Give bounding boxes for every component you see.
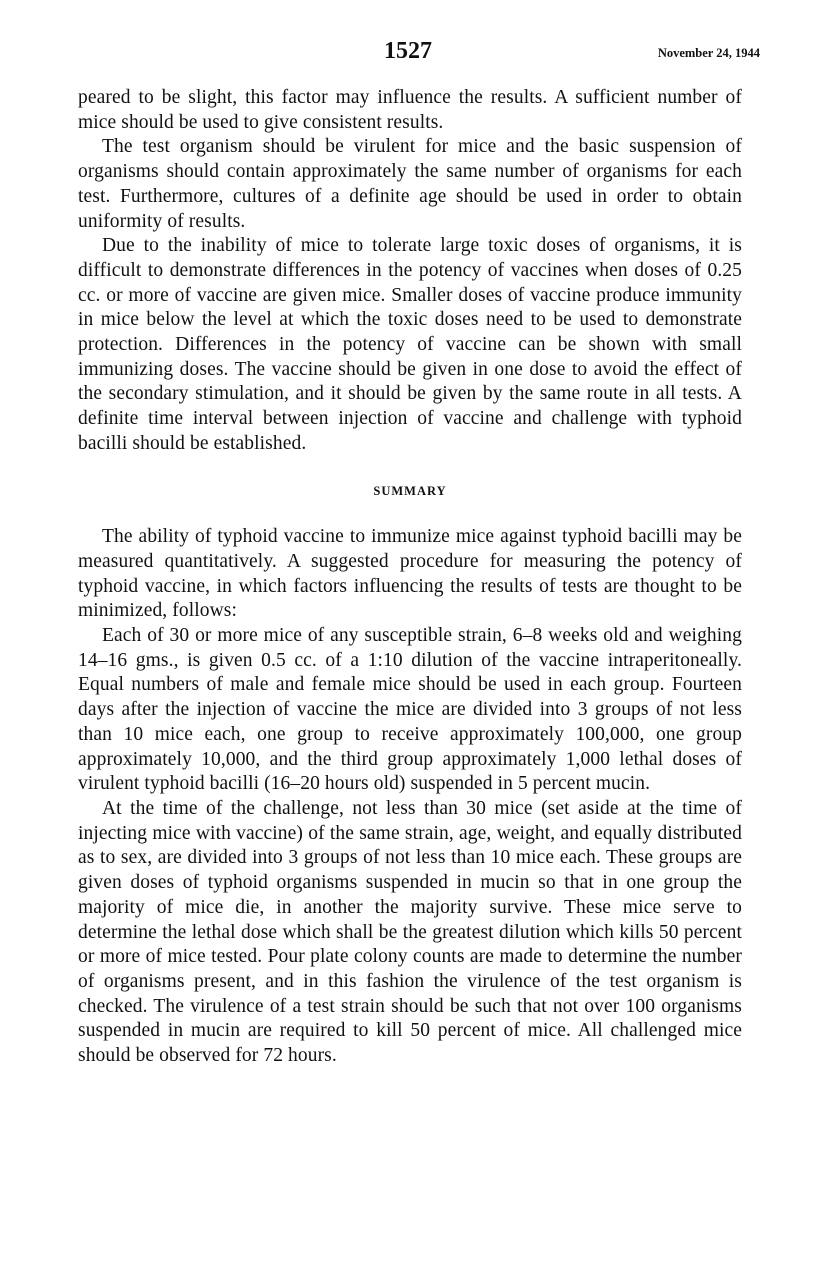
paragraph-continued: peared to be slight, this factor may influence the results. A sufficient number of mice should be used to give consistent results. bbox=[78, 87, 742, 133]
page-number: 1527 bbox=[384, 38, 432, 64]
paragraph-test-organism: The test organism should be virulent for mice and the basic suspension of organisms should contain approximately the same number of organisms for each test. Furthermore, cultures of a definite age should be used in order to obtain uniformity of results. bbox=[78, 136, 742, 232]
page-header bbox=[0, 38, 816, 68]
paragraph-toxic-doses: Due to the inability of mice to tolerate large toxic doses of organisms, it is difficult to demonstrate differences in the potency of vaccines when doses of 0.25 cc. or more of vaccine are given mice. Smaller doses of vaccine produce immunity in mice below the level at which the toxic doses need to be used to demonstrate protection. Differences in the potency of vaccine can be shown with small immunizing doses. The vaccine should be given in one dose to avoid the effect of the secondary stimulation, and it should be given by the same route in all tests. A definite time interval between injection of vaccine and challenge with typhoid bacilli should be established. bbox=[78, 235, 742, 454]
paragraph-procedure: Each of 30 or more mice of any susceptible strain, 6–8 weeks old and weighing 14–16 gms., is given 0.5 cc. of a 1:10 dilution of the vaccine intraperitoneally. Equal numbers of male and female mice should be used in each group. Fourteen days after the injection of vaccine the mice are divided into 3 groups of not less than 10 mice each, one group to receive approximately 100,000, one group approximately 10,000, and the third group approximately 1,000 lethal doses of virulent typhoid bacilli (16–20 hours old) suspended in 5 percent mucin. bbox=[78, 625, 742, 795]
summary-heading: SUMMARY bbox=[373, 483, 447, 498]
publication-date: November 24, 1944 bbox=[657, 46, 760, 60]
body-text bbox=[78, 86, 742, 1069]
paragraph-challenge: At the time of the challenge, not less than 30 mice (set aside at the time of injecting mice with vaccine) of the same strain, age, weight, and equally distributed as to sex, are divided into 3 groups of not less than 10 mice each. These groups are given doses of typhoid organisms suspended in mucin so that in one group the majority of mice die, in another the majority survive. These mice serve to determine the lethal dose which shall be the greatest dilution which kills 50 percent or more of mice tested. Pour plate colony counts are made to determine the number of organisms present, and in this fashion the virulence of the test organism is checked. The virulence of a test strain should be such that not over 100 organisms suspended in mucin are required to kill 50 percent of mice. All challenged mice should be observed for 72 hours. bbox=[78, 797, 742, 1067]
paragraph-summary-intro: The ability of typhoid vaccine to immunize mice against typhoid bacilli may be measured quantitatively. A suggested procedure for measuring the potency of typhoid vaccine, in which factors influencing the results of tests are thought to be minimized, follows: bbox=[78, 526, 742, 622]
